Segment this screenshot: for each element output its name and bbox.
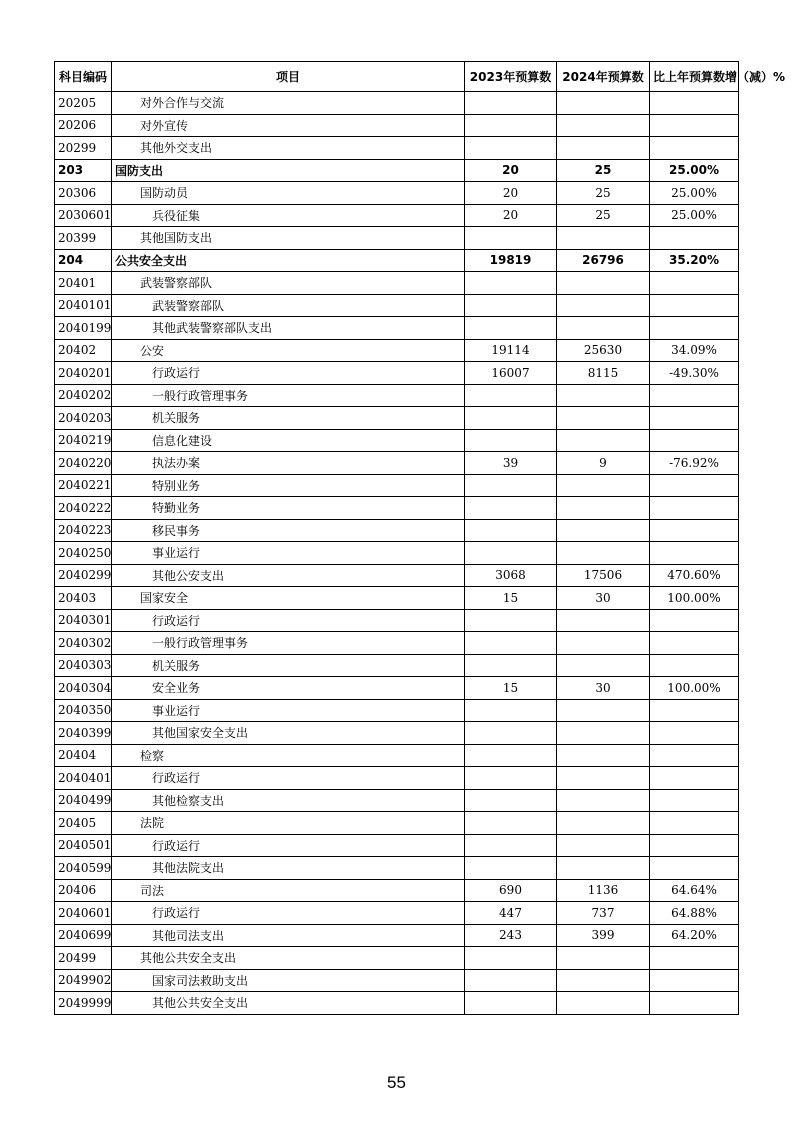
table-row bbox=[55, 92, 739, 115]
cell-change bbox=[650, 384, 739, 407]
cell-code: 20205 bbox=[55, 92, 112, 115]
cell-2024 bbox=[557, 722, 650, 745]
cell-change bbox=[650, 812, 739, 835]
cell-2023 bbox=[465, 384, 557, 407]
cell-code: 20399 bbox=[55, 227, 112, 250]
table-row bbox=[55, 924, 739, 947]
cell-2023 bbox=[465, 407, 557, 430]
cell-name: 执法办案 bbox=[112, 452, 465, 475]
table-row bbox=[55, 137, 739, 160]
table-row bbox=[55, 429, 739, 452]
cell-2023 bbox=[465, 519, 557, 542]
cell-name: 其他司法支出 bbox=[112, 924, 465, 947]
cell-2024 bbox=[557, 654, 650, 677]
cell-name: 特别业务 bbox=[112, 474, 465, 497]
cell-change: 35.20% bbox=[650, 249, 739, 272]
table-row bbox=[55, 182, 739, 205]
cell-name: 国防支出 bbox=[112, 159, 465, 182]
table-row bbox=[55, 969, 739, 992]
cell-code: 2040201 bbox=[55, 362, 112, 385]
cell-2024 bbox=[557, 92, 650, 115]
cell-2023: 447 bbox=[465, 902, 557, 925]
cell-code: 2040302 bbox=[55, 632, 112, 655]
cell-change bbox=[650, 857, 739, 880]
header-2024: 2024年预算数 bbox=[557, 62, 650, 92]
cell-code: 20499 bbox=[55, 947, 112, 970]
cell-name: 移民事务 bbox=[112, 519, 465, 542]
cell-2024 bbox=[557, 699, 650, 722]
cell-2024: 25630 bbox=[557, 339, 650, 362]
cell-code: 2040223 bbox=[55, 519, 112, 542]
cell-code: 2040601 bbox=[55, 902, 112, 925]
cell-2023 bbox=[465, 992, 557, 1015]
cell-2023 bbox=[465, 789, 557, 812]
cell-change: 64.64% bbox=[650, 879, 739, 902]
cell-name: 公安 bbox=[112, 339, 465, 362]
cell-2024: 737 bbox=[557, 902, 650, 925]
cell-code: 20405 bbox=[55, 812, 112, 835]
cell-change: 25.00% bbox=[650, 159, 739, 182]
cell-name: 信息化建设 bbox=[112, 429, 465, 452]
cell-name: 其他公共安全支出 bbox=[112, 992, 465, 1015]
cell-code: 20299 bbox=[55, 137, 112, 160]
cell-change bbox=[650, 317, 739, 340]
cell-2023: 15 bbox=[465, 677, 557, 700]
cell-name: 其他国防支出 bbox=[112, 227, 465, 250]
cell-change bbox=[650, 699, 739, 722]
cell-code: 2040499 bbox=[55, 789, 112, 812]
cell-name: 对外合作与交流 bbox=[112, 92, 465, 115]
cell-2023 bbox=[465, 92, 557, 115]
cell-change bbox=[650, 969, 739, 992]
cell-2023: 20 bbox=[465, 182, 557, 205]
cell-name: 行政运行 bbox=[112, 902, 465, 925]
table-row bbox=[55, 159, 739, 182]
cell-change bbox=[650, 92, 739, 115]
cell-2023: 19114 bbox=[465, 339, 557, 362]
cell-change bbox=[650, 272, 739, 295]
cell-name: 其他外交支出 bbox=[112, 137, 465, 160]
table-row bbox=[55, 722, 739, 745]
cell-2023 bbox=[465, 474, 557, 497]
cell-2023 bbox=[465, 137, 557, 160]
table-row bbox=[55, 339, 739, 362]
cell-2023 bbox=[465, 722, 557, 745]
table-row bbox=[55, 407, 739, 430]
cell-2023 bbox=[465, 227, 557, 250]
cell-code: 2040350 bbox=[55, 699, 112, 722]
cell-2024 bbox=[557, 789, 650, 812]
cell-2024 bbox=[557, 632, 650, 655]
table-row bbox=[55, 497, 739, 520]
table-row bbox=[55, 587, 739, 610]
cell-2024: 399 bbox=[557, 924, 650, 947]
cell-2024: 17506 bbox=[557, 564, 650, 587]
cell-2023 bbox=[465, 317, 557, 340]
cell-2023 bbox=[465, 857, 557, 880]
budget-table bbox=[54, 61, 786, 1015]
cell-change bbox=[650, 227, 739, 250]
cell-2024 bbox=[557, 227, 650, 250]
cell-name: 安全业务 bbox=[112, 677, 465, 700]
header-change: 比上年预算数增（减）% bbox=[650, 62, 739, 92]
cell-2023 bbox=[465, 947, 557, 970]
cell-name: 对外宣传 bbox=[112, 114, 465, 137]
cell-code: 20206 bbox=[55, 114, 112, 137]
cell-2024: 25 bbox=[557, 159, 650, 182]
cell-2024 bbox=[557, 812, 650, 835]
cell-2024: 26796 bbox=[557, 249, 650, 272]
cell-code: 2049902 bbox=[55, 969, 112, 992]
cell-2024 bbox=[557, 992, 650, 1015]
cell-2024 bbox=[557, 317, 650, 340]
cell-code: 2040301 bbox=[55, 609, 112, 632]
cell-2024: 1136 bbox=[557, 879, 650, 902]
table-row bbox=[55, 744, 739, 767]
table-row bbox=[55, 632, 739, 655]
cell-change: 100.00% bbox=[650, 677, 739, 700]
header-name: 项目 bbox=[112, 62, 465, 92]
cell-2023 bbox=[465, 632, 557, 655]
table-row bbox=[55, 767, 739, 790]
cell-2023 bbox=[465, 609, 557, 632]
cell-code: 2040699 bbox=[55, 924, 112, 947]
cell-2024 bbox=[557, 969, 650, 992]
cell-2023 bbox=[465, 294, 557, 317]
cell-change: 64.88% bbox=[650, 902, 739, 925]
cell-2024 bbox=[557, 272, 650, 295]
cell-2023 bbox=[465, 429, 557, 452]
cell-change bbox=[650, 429, 739, 452]
cell-change bbox=[650, 542, 739, 565]
table-row bbox=[55, 902, 739, 925]
cell-change: 25.00% bbox=[650, 182, 739, 205]
cell-2023 bbox=[465, 834, 557, 857]
table-row bbox=[55, 992, 739, 1015]
cell-2024: 30 bbox=[557, 677, 650, 700]
cell-name: 其他公共安全支出 bbox=[112, 947, 465, 970]
cell-code: 2030601 bbox=[55, 204, 112, 227]
cell-2024 bbox=[557, 609, 650, 632]
cell-code: 2040303 bbox=[55, 654, 112, 677]
cell-name: 武装警察部队 bbox=[112, 294, 465, 317]
cell-change bbox=[650, 114, 739, 137]
cell-2023: 3068 bbox=[465, 564, 557, 587]
table-row bbox=[55, 204, 739, 227]
cell-change bbox=[650, 744, 739, 767]
cell-change bbox=[650, 632, 739, 655]
cell-code: 2040220 bbox=[55, 452, 112, 475]
cell-2024: 30 bbox=[557, 587, 650, 610]
cell-2024 bbox=[557, 407, 650, 430]
cell-change: 34.09% bbox=[650, 339, 739, 362]
cell-2024: 8115 bbox=[557, 362, 650, 385]
table-row bbox=[55, 834, 739, 857]
cell-2023 bbox=[465, 812, 557, 835]
cell-name: 其他公安支出 bbox=[112, 564, 465, 587]
cell-change bbox=[650, 834, 739, 857]
cell-change bbox=[650, 767, 739, 790]
cell-2023 bbox=[465, 542, 557, 565]
cell-name: 行政运行 bbox=[112, 834, 465, 857]
cell-name: 事业运行 bbox=[112, 542, 465, 565]
cell-change: -76.92% bbox=[650, 452, 739, 475]
table-row bbox=[55, 947, 739, 970]
table-row bbox=[55, 249, 739, 272]
cell-2024 bbox=[557, 497, 650, 520]
cell-2023: 19819 bbox=[465, 249, 557, 272]
cell-change bbox=[650, 474, 739, 497]
cell-name: 司法 bbox=[112, 879, 465, 902]
cell-name: 行政运行 bbox=[112, 767, 465, 790]
cell-2024 bbox=[557, 947, 650, 970]
cell-2023 bbox=[465, 699, 557, 722]
cell-2023: 39 bbox=[465, 452, 557, 475]
cell-name: 国家司法救助支出 bbox=[112, 969, 465, 992]
table-row bbox=[55, 294, 739, 317]
header-2023: 2023年预算数 bbox=[465, 62, 557, 92]
cell-code: 204 bbox=[55, 249, 112, 272]
table-row bbox=[55, 879, 739, 902]
cell-2024 bbox=[557, 137, 650, 160]
cell-name: 公共安全支出 bbox=[112, 249, 465, 272]
cell-name: 兵役征集 bbox=[112, 204, 465, 227]
cell-2023: 20 bbox=[465, 204, 557, 227]
table-row bbox=[55, 114, 739, 137]
cell-2024 bbox=[557, 429, 650, 452]
cell-change bbox=[650, 722, 739, 745]
table-row bbox=[55, 857, 739, 880]
cell-code: 20403 bbox=[55, 587, 112, 610]
cell-name: 行政运行 bbox=[112, 362, 465, 385]
table-row bbox=[55, 317, 739, 340]
cell-name: 其他国家安全支出 bbox=[112, 722, 465, 745]
cell-change bbox=[650, 497, 739, 520]
cell-name: 其他法院支出 bbox=[112, 857, 465, 880]
cell-change bbox=[650, 654, 739, 677]
cell-code: 2040222 bbox=[55, 497, 112, 520]
cell-change bbox=[650, 407, 739, 430]
cell-2023 bbox=[465, 767, 557, 790]
table-row bbox=[55, 519, 739, 542]
cell-2024 bbox=[557, 744, 650, 767]
cell-code: 203 bbox=[55, 159, 112, 182]
cell-code: 2040221 bbox=[55, 474, 112, 497]
header-code: 科目编码 bbox=[55, 62, 112, 92]
table-body bbox=[55, 92, 739, 1015]
cell-2023 bbox=[465, 114, 557, 137]
cell-code: 20401 bbox=[55, 272, 112, 295]
cell-2023: 20 bbox=[465, 159, 557, 182]
cell-change bbox=[650, 947, 739, 970]
cell-name: 检察 bbox=[112, 744, 465, 767]
cell-name: 武装警察部队 bbox=[112, 272, 465, 295]
cell-change: 100.00% bbox=[650, 587, 739, 610]
cell-code: 2040304 bbox=[55, 677, 112, 700]
cell-name: 特勤业务 bbox=[112, 497, 465, 520]
table-row bbox=[55, 564, 739, 587]
cell-code: 2040202 bbox=[55, 384, 112, 407]
cell-2024: 9 bbox=[557, 452, 650, 475]
cell-code: 2040101 bbox=[55, 294, 112, 317]
cell-2024 bbox=[557, 384, 650, 407]
cell-code: 2049999 bbox=[55, 992, 112, 1015]
cell-code: 20402 bbox=[55, 339, 112, 362]
cell-change bbox=[650, 137, 739, 160]
table-header-row bbox=[55, 62, 739, 92]
cell-name: 机关服务 bbox=[112, 407, 465, 430]
cell-code: 2040299 bbox=[55, 564, 112, 587]
cell-2023 bbox=[465, 969, 557, 992]
table-row bbox=[55, 384, 739, 407]
cell-change bbox=[650, 992, 739, 1015]
table-row bbox=[55, 699, 739, 722]
cell-2023: 16007 bbox=[465, 362, 557, 385]
table-row bbox=[55, 272, 739, 295]
cell-code: 2040399 bbox=[55, 722, 112, 745]
cell-code: 2040501 bbox=[55, 834, 112, 857]
cell-code: 2040203 bbox=[55, 407, 112, 430]
cell-2023: 243 bbox=[465, 924, 557, 947]
cell-code: 2040250 bbox=[55, 542, 112, 565]
table-row bbox=[55, 812, 739, 835]
cell-name: 国家安全 bbox=[112, 587, 465, 610]
cell-name: 国防动员 bbox=[112, 182, 465, 205]
cell-code: 2040219 bbox=[55, 429, 112, 452]
table-row bbox=[55, 609, 739, 632]
cell-code: 20406 bbox=[55, 879, 112, 902]
cell-2024 bbox=[557, 542, 650, 565]
cell-2024 bbox=[557, 767, 650, 790]
cell-change: -49.30% bbox=[650, 362, 739, 385]
table-row bbox=[55, 227, 739, 250]
cell-2024: 25 bbox=[557, 204, 650, 227]
table-row bbox=[55, 677, 739, 700]
cell-2024: 25 bbox=[557, 182, 650, 205]
cell-change: 64.20% bbox=[650, 924, 739, 947]
cell-name: 法院 bbox=[112, 812, 465, 835]
table-row bbox=[55, 474, 739, 497]
cell-2024 bbox=[557, 114, 650, 137]
cell-code: 2040401 bbox=[55, 767, 112, 790]
cell-name: 其他检察支出 bbox=[112, 789, 465, 812]
page-number: 55 bbox=[387, 1073, 406, 1092]
cell-code: 20404 bbox=[55, 744, 112, 767]
cell-name: 其他武装警察部队支出 bbox=[112, 317, 465, 340]
cell-2023 bbox=[465, 744, 557, 767]
cell-change: 470.60% bbox=[650, 564, 739, 587]
cell-code: 2040199 bbox=[55, 317, 112, 340]
cell-change bbox=[650, 789, 739, 812]
cell-name: 机关服务 bbox=[112, 654, 465, 677]
table-row bbox=[55, 452, 739, 475]
cell-2024 bbox=[557, 294, 650, 317]
cell-change bbox=[650, 519, 739, 542]
cell-name: 行政运行 bbox=[112, 609, 465, 632]
cell-code: 20306 bbox=[55, 182, 112, 205]
table-row bbox=[55, 542, 739, 565]
cell-name: 事业运行 bbox=[112, 699, 465, 722]
table-row bbox=[55, 362, 739, 385]
cell-name: 一般行政管理事务 bbox=[112, 384, 465, 407]
cell-2024 bbox=[557, 857, 650, 880]
cell-2023 bbox=[465, 497, 557, 520]
cell-2023 bbox=[465, 272, 557, 295]
cell-change bbox=[650, 609, 739, 632]
cell-2024 bbox=[557, 519, 650, 542]
table-row bbox=[55, 789, 739, 812]
cell-2024 bbox=[557, 834, 650, 857]
cell-change: 25.00% bbox=[650, 204, 739, 227]
cell-2023: 690 bbox=[465, 879, 557, 902]
table-row bbox=[55, 654, 739, 677]
cell-name: 一般行政管理事务 bbox=[112, 632, 465, 655]
cell-2023: 15 bbox=[465, 587, 557, 610]
cell-code: 2040599 bbox=[55, 857, 112, 880]
cell-2023 bbox=[465, 654, 557, 677]
cell-2024 bbox=[557, 474, 650, 497]
cell-change bbox=[650, 294, 739, 317]
